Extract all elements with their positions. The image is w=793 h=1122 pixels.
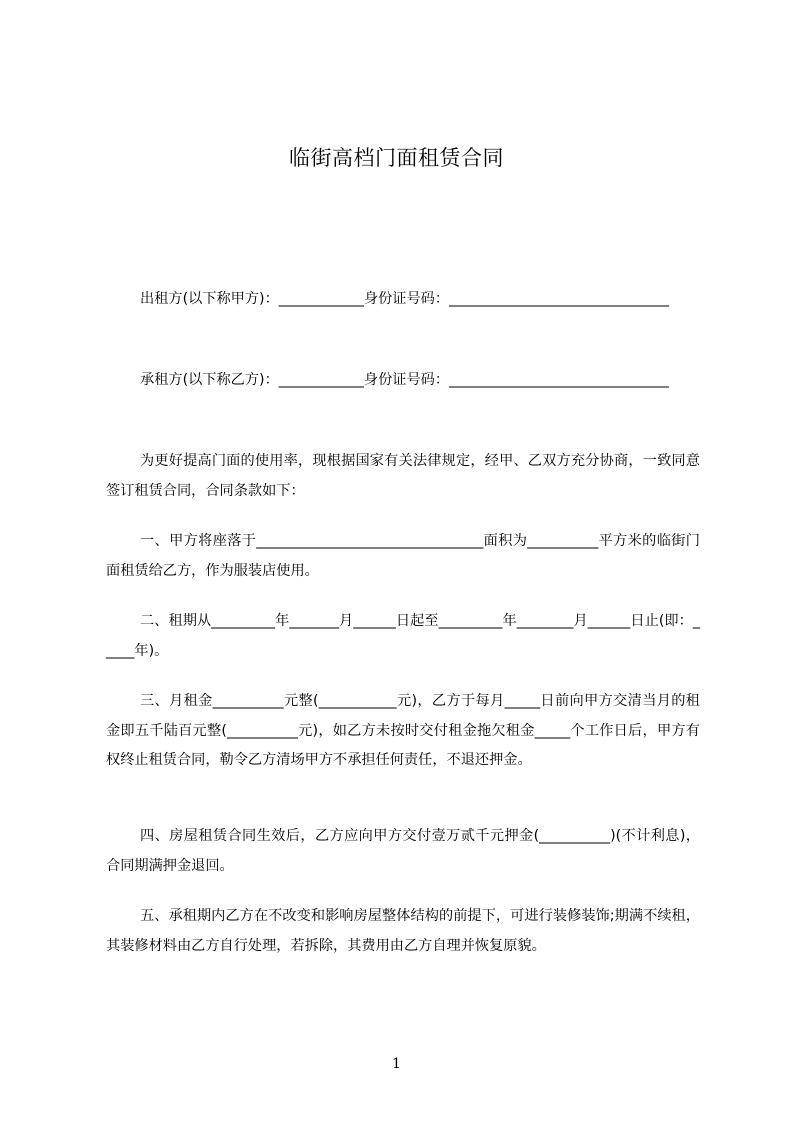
clause-4-deposit: 四、房屋租赁合同生效后，乙方应向甲方交付壹万贰千元押金(__________)(不计利息)，合同期满押金退回。 bbox=[106, 828, 700, 874]
document-title: 临街高档门面租赁合同 bbox=[289, 146, 504, 170]
clause-3-rent: 三、月租金__________元整(___________元)，乙方于每月_____日前向甲方交清当月的租金即五千陆百元整(__________元)，如乙方未按时交付租金拖欠租金_____个工作日后，甲方有权终止租赁合同，勒令乙方清场甲方不承担任何责任，不退还押金。 bbox=[106, 693, 700, 768]
clause-lessor: 出租方(以下称甲方)：____________身份证号码：_______________________________ bbox=[140, 291, 669, 307]
clause-preamble: 为更好提高门面的使用率，现根据国家有关法律规定，经甲、乙双方充分协商，一致同意签订租赁合同，合同条款如下： bbox=[106, 453, 700, 499]
page-number: 1 bbox=[392, 1056, 401, 1072]
clause-lessee: 承租方(以下称乙方)：____________身份证号码：_______________________________ bbox=[140, 372, 669, 388]
clause-2-term: 二、租期从_________年_______月______日起至_________年________月______日止(即：_____年)。 bbox=[106, 613, 700, 659]
clause-1-premises: 一、甲方将座落于________________________________面积为__________平方米的临街门面租赁给乙方，作为服装店使用。 bbox=[106, 533, 700, 579]
clause-5-renovation: 五、承租期内乙方在不改变和影响房屋整体结构的前提下，可进行装修装饰;期满不续租，其装修材料由乙方自行处理，若拆除，其费用由乙方自理并恢复原貌。 bbox=[106, 908, 700, 954]
